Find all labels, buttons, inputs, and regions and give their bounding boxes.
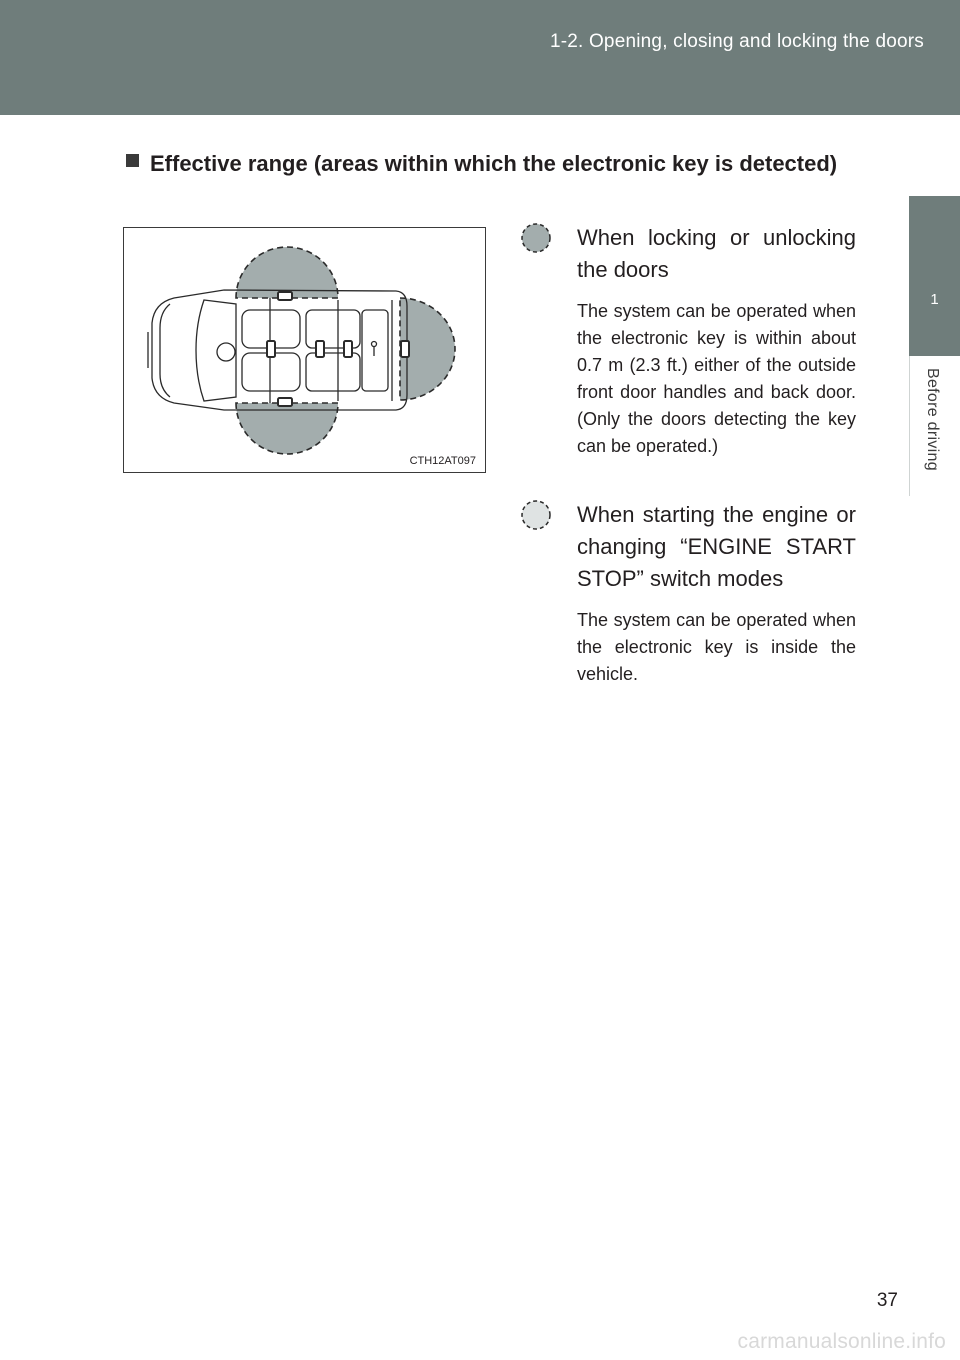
dashed-circle-light-icon — [520, 499, 552, 531]
antenna-front-door-left — [278, 292, 292, 300]
legend-title: When starting the engine or changing “ENGINE START STOP” switch modes — [577, 502, 856, 591]
section-heading: Effective range (areas within which the electronic key is detected) — [150, 151, 838, 176]
antenna-interior-middle — [316, 341, 324, 357]
windshield — [196, 300, 236, 401]
front-seat-right — [242, 353, 300, 391]
legend-description: The system can be operated when the electronic key is within about 0.7 m (2.3 ft.) either of the outside front door handles and back door. (Only the doors detecting the key can be operated.) — [577, 301, 856, 456]
legend-description: The system can be operated when the electronic key is inside the vehicle. — [577, 610, 856, 684]
chapter-label: Before driving — [924, 368, 941, 471]
steering-wheel — [217, 343, 235, 361]
vehicle-hood — [160, 304, 170, 397]
watermark: carmanualsonline.info — [737, 1330, 946, 1353]
key-symbol-head — [372, 342, 377, 347]
vehicle-body-outline — [152, 290, 407, 410]
rear-seat-right — [306, 353, 360, 391]
square-bullet-icon — [126, 154, 139, 167]
section-heading-row — [126, 146, 856, 181]
cargo-area — [362, 310, 388, 391]
key-range-diagram — [123, 227, 486, 473]
antenna-back-door — [401, 341, 409, 357]
legend-title: When locking or unlocking the doors — [577, 225, 856, 282]
dashed-circle-filled-icon — [520, 222, 552, 254]
figure-code: CTH12AT097 — [409, 455, 476, 467]
legend-item-lock-unlock — [520, 222, 856, 460]
chapter-tab — [909, 196, 960, 356]
chapter-number: 1 — [930, 291, 939, 308]
section-title: 1-2. Opening, closing and locking the doors — [549, 31, 924, 52]
header-band — [0, 0, 960, 115]
antenna-front-door-right — [278, 398, 292, 406]
antenna-interior-rear — [344, 341, 352, 357]
vehicle-top-view-illustration — [124, 228, 487, 474]
page-number: 37 — [876, 1290, 898, 1311]
antenna-interior-front — [267, 341, 275, 357]
legend-item-engine-start — [520, 499, 856, 688]
